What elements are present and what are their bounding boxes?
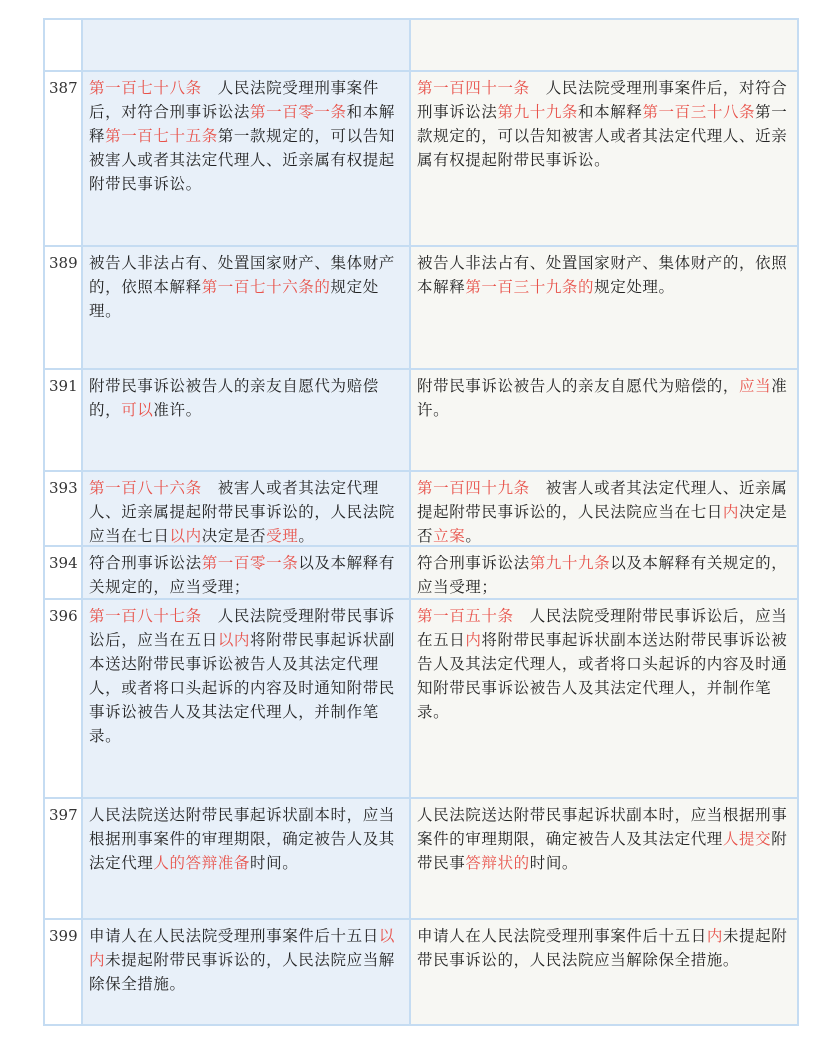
text-segment: 第一款规定的，可以告知被害人或者其法定代理人、近亲属有权提起附带民事诉讼。 bbox=[417, 103, 788, 169]
text-segment: 将附带民事起诉状副本送达附带民事诉讼被告人及其法定代理人，或者将口头起诉的内容及时通知附带民事诉讼被告人及其法定代理人，并制作笔录。 bbox=[417, 631, 788, 721]
changed-text: 内 bbox=[465, 631, 482, 649]
text-segment: 。 bbox=[465, 527, 482, 545]
old-provision-cell bbox=[83, 799, 411, 918]
changed-text: 人提交 bbox=[722, 830, 772, 848]
text-segment: 人民法院受理附带民事诉讼后，应当在五日 bbox=[89, 607, 395, 649]
text-segment: 人民法院受理刑事案件后，对符合刑事诉讼法 bbox=[89, 79, 379, 121]
new-provision-cell bbox=[411, 72, 797, 245]
changed-text: 第一百五十条 bbox=[417, 607, 514, 625]
new-provision-cell bbox=[411, 472, 797, 545]
table-row bbox=[45, 920, 797, 1024]
changed-text: 内 bbox=[706, 927, 723, 945]
text-segment: 。 bbox=[298, 527, 315, 545]
changed-text: 第九十九条 bbox=[497, 103, 579, 121]
new-provision-cell bbox=[411, 247, 797, 368]
table-row bbox=[45, 472, 797, 547]
comparison-table bbox=[43, 18, 799, 1026]
text-segment: 以及本解释有关规定的，应当受理； bbox=[417, 554, 788, 596]
new-provision-cell bbox=[411, 547, 797, 598]
text-segment: 被害人或者其法定代理人、近亲属提起附带民事诉讼的，人民法院应当在七日 bbox=[89, 479, 395, 545]
text-segment: 符合刑事诉讼法 bbox=[89, 554, 202, 572]
new-provision-cell bbox=[411, 20, 797, 70]
old-provision-cell bbox=[83, 920, 411, 1024]
text-segment: 决定是否 bbox=[201, 527, 267, 545]
changed-text: 第一百四十九条 bbox=[417, 479, 530, 497]
changed-text: 以内 bbox=[217, 631, 251, 649]
new-provision-cell bbox=[411, 600, 797, 797]
table-row bbox=[45, 799, 797, 920]
changed-text: 第九十九条 bbox=[529, 554, 611, 572]
table-row bbox=[45, 247, 797, 370]
table-row bbox=[45, 370, 797, 472]
text-segment: 附带民事 bbox=[417, 830, 788, 872]
row-number: 391 bbox=[45, 370, 83, 470]
old-provision-cell bbox=[83, 20, 411, 70]
table-row bbox=[45, 600, 797, 799]
text-segment: 将附带民事起诉状副本送达附带民事诉讼被告人及其法定代理人，或者将口头起诉的内容及时通知附带民事诉讼被告人及其法定代理人，并制作笔录。 bbox=[89, 631, 395, 745]
row-number: 396 bbox=[45, 600, 83, 797]
old-provision-cell bbox=[83, 72, 411, 245]
text-segment: 时间。 bbox=[529, 854, 579, 872]
changed-text: 第一百三十八条 bbox=[642, 103, 756, 121]
text-segment: 附带民事诉讼被告人的亲友自愿代为赔偿的， bbox=[89, 377, 379, 419]
text-segment: 符合刑事诉讼法 bbox=[417, 554, 530, 572]
changed-text: 以内 bbox=[89, 927, 395, 969]
row-number bbox=[45, 20, 83, 70]
text-segment: 准许。 bbox=[153, 401, 202, 419]
row-number: 394 bbox=[45, 547, 83, 598]
changed-text: 第一百七十八条 bbox=[89, 79, 202, 97]
changed-text: 可以 bbox=[121, 401, 154, 419]
text-segment: 人民法院受理附带民事诉讼后，应当在五日 bbox=[417, 607, 788, 649]
new-provision-cell bbox=[411, 370, 797, 470]
text-segment: 申请人在人民法院受理刑事案件后十五日 bbox=[417, 927, 707, 945]
old-provision-cell bbox=[83, 472, 411, 545]
changed-text: 内 bbox=[722, 503, 740, 521]
changed-text: 应当 bbox=[739, 377, 772, 395]
text-segment: 被告人非法占有、处置国家财产、集体财产的，依照本解释 bbox=[417, 254, 788, 296]
changed-text: 第一百三十九条的 bbox=[465, 278, 595, 296]
changed-text: 第一百八十六条 bbox=[89, 479, 202, 497]
text-segment: 未提起附带民事诉讼的，人民法院应当解除保全措施。 bbox=[417, 927, 788, 969]
changed-text: 以内 bbox=[169, 527, 202, 545]
text-segment: 第一款规定的，可以告知被害人或者其法定代理人、近亲属有权提起附带民事诉讼。 bbox=[89, 127, 395, 193]
table-row bbox=[45, 20, 797, 72]
text-segment: 附带民事诉讼被告人的亲友自愿代为赔偿的， bbox=[417, 377, 740, 395]
new-provision-cell bbox=[411, 799, 797, 918]
row-number: 389 bbox=[45, 247, 83, 368]
text-segment: 人民法院受理刑事案件后，对符合刑事诉讼法 bbox=[417, 79, 788, 121]
old-provision-cell bbox=[83, 370, 411, 470]
text-segment: 人民法院送达附带民事起诉状副本时，应当根据刑事案件的审理期限，确定被告人及其法定代理 bbox=[417, 806, 788, 848]
text-segment: 申请人在人民法院受理刑事案件后十五日 bbox=[89, 927, 379, 945]
text-segment: 以及本解释有关规定的，应当受理； bbox=[89, 554, 395, 596]
text-segment: 决定是否 bbox=[417, 503, 788, 545]
text-segment: 未提起附带民事诉讼的，人民法院应当解除保全措施。 bbox=[89, 951, 395, 993]
text-segment: 时间。 bbox=[250, 854, 299, 872]
text-segment: 规定处理。 bbox=[89, 278, 379, 320]
changed-text: 受理 bbox=[266, 527, 299, 545]
row-number: 387 bbox=[45, 72, 83, 245]
changed-text: 答辩状的 bbox=[465, 854, 530, 872]
text-segment: 和本解释 bbox=[89, 103, 395, 145]
table-row bbox=[45, 547, 797, 600]
old-provision-cell bbox=[83, 247, 411, 368]
old-provision-cell bbox=[83, 600, 411, 797]
row-number: 397 bbox=[45, 799, 83, 918]
text-segment: 准许。 bbox=[417, 377, 788, 419]
row-number: 393 bbox=[45, 472, 83, 545]
text-segment: 和本解释 bbox=[578, 103, 643, 121]
row-number: 399 bbox=[45, 920, 83, 1024]
new-provision-cell bbox=[411, 920, 797, 1024]
changed-text: 第一百七十六条的 bbox=[201, 278, 331, 296]
text-segment: 规定处理。 bbox=[594, 278, 675, 296]
changed-text: 第一百四十一条 bbox=[417, 79, 530, 97]
old-provision-cell bbox=[83, 547, 411, 598]
text-segment: 人民法院送达附带民事起诉状副本时，应当根据刑事案件的审理期限，确定被告人及其法定代理 bbox=[89, 806, 395, 872]
changed-text: 第一百七十五条 bbox=[105, 127, 218, 145]
table-row bbox=[45, 72, 797, 247]
text-segment: 被告人非法占有、处置国家财产、集体财产的，依照本解释 bbox=[89, 254, 395, 296]
changed-text: 立案 bbox=[433, 527, 466, 545]
changed-text: 人的答辩准备 bbox=[153, 854, 251, 872]
changed-text: 第一百零一条 bbox=[250, 103, 347, 121]
changed-text: 第一百八十七条 bbox=[89, 607, 202, 625]
changed-text: 第一百零一条 bbox=[201, 554, 299, 572]
text-segment: 被害人或者其法定代理人、近亲属提起附带民事诉讼的，人民法院应当在七日 bbox=[417, 479, 788, 521]
